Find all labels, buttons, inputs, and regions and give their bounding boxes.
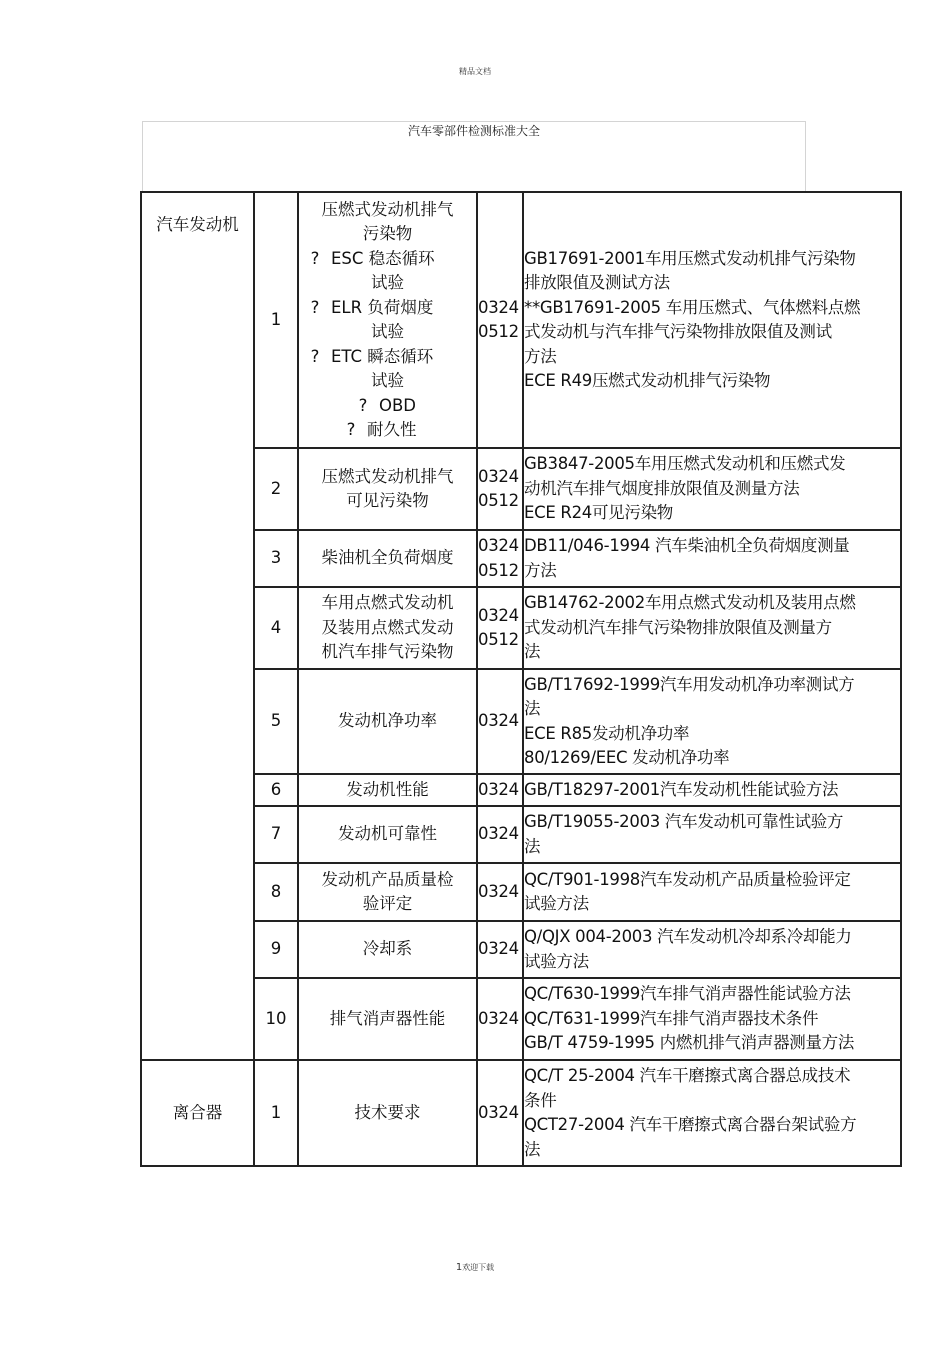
standard-line: 方法 — [524, 346, 557, 366]
code-cell — [477, 669, 523, 774]
item-line: 车用点燃式发动机 — [321, 593, 454, 613]
code-cell — [477, 863, 523, 921]
bullet-mark: ? — [346, 420, 356, 439]
table-row — [141, 192, 901, 448]
standard-cell — [523, 921, 901, 978]
table-row — [141, 669, 901, 774]
item-line: 排气消声器性能 — [329, 1008, 446, 1028]
standard-line: GB14762-2002车用点燃式发动机及装用点燃 — [524, 593, 856, 613]
page-header: 精品文档 — [459, 67, 491, 76]
code: 0512 — [478, 560, 519, 580]
code: 0324 — [478, 1008, 519, 1028]
standard-line: DB11/046-1994 汽车柴油机全负荷烟度测量 — [524, 536, 850, 555]
item-line: 压燃式发动机排气 — [321, 466, 454, 486]
sub-item — [299, 247, 476, 272]
standard-cell — [523, 448, 901, 530]
row-number: 8 — [254, 863, 298, 921]
standards-table — [140, 191, 902, 1167]
table-row — [141, 530, 901, 587]
code-cell — [477, 448, 523, 530]
item-line: 技术要求 — [354, 1102, 421, 1122]
standard-line: GB3847-2005车用压燃式发动机和压燃式发 — [524, 454, 846, 474]
table-row — [141, 921, 901, 978]
item-line: 机汽车排气污染物 — [321, 642, 454, 662]
row-number: 5 — [254, 669, 298, 774]
sub-item — [299, 271, 476, 296]
code: 0324 — [478, 297, 519, 317]
standard-cell — [523, 530, 901, 587]
standard-line: 试验方法 — [524, 951, 589, 971]
standard-line: 式发动机与汽车排气污染物排放限值及测试 — [524, 322, 832, 341]
row-number: 7 — [254, 806, 298, 863]
item-cell — [298, 806, 477, 863]
bullet-mark: ? — [310, 297, 320, 317]
sub-item-text: 试验 — [371, 273, 404, 292]
item-cell — [298, 1060, 477, 1166]
sub-item — [299, 296, 476, 321]
row-number: 1 — [254, 1060, 298, 1166]
sub-item-text: 试验 — [371, 322, 404, 341]
standard-line: ECE R49压燃式发动机排气污染物 — [524, 371, 771, 390]
sub-item-text: ETC 瞬态循环 — [331, 346, 434, 366]
sub-item-text: ELR 负荷烟度 — [331, 297, 434, 317]
code: 0324 — [478, 711, 519, 731]
code: 0512 — [478, 630, 519, 649]
standard-line: ECE R24可见污染物 — [524, 503, 673, 523]
footer-text: 欢迎下载 — [462, 1263, 495, 1272]
standard-line: 法 — [524, 1139, 541, 1159]
item-cell — [298, 587, 477, 669]
system-cell: 离合器 — [141, 1060, 254, 1166]
code-cell — [477, 774, 523, 806]
item-cell — [298, 448, 477, 530]
item-line: 发动机可靠性 — [338, 824, 437, 844]
table-row — [141, 863, 901, 921]
sub-item-text: 试验 — [371, 371, 404, 390]
sub-item — [299, 394, 476, 419]
code: 0324 — [478, 536, 519, 555]
table-row — [141, 448, 901, 530]
system-cell: 汽车发动机 — [141, 192, 254, 1060]
standard-line: **GB17691-2005 车用压燃式、气体燃料点燃 — [524, 297, 861, 317]
item-line: 发动机性能 — [346, 779, 429, 799]
standard-cell — [523, 1060, 901, 1166]
standard-line: QC/T901-1998汽车发动机产品质量检验评定 — [524, 869, 851, 889]
sub-item — [299, 418, 476, 443]
title-box — [142, 121, 806, 191]
standard-cell — [523, 587, 901, 669]
code-cell — [477, 587, 523, 669]
sub-item — [299, 320, 476, 345]
item-line: 可见污染物 — [346, 491, 429, 510]
code-cell — [477, 978, 523, 1060]
standard-cell — [523, 806, 901, 863]
row-number: 2 — [254, 448, 298, 530]
standard-line: QC/T630-1999汽车排气消声器性能试验方法 — [524, 984, 851, 1004]
table-row — [141, 978, 901, 1060]
standard-cell — [523, 978, 901, 1060]
code: 0324 — [478, 939, 519, 959]
item-line: 压燃式发动机排气 — [321, 199, 454, 219]
item-cell — [298, 863, 477, 921]
item-line: 验评定 — [362, 894, 413, 913]
row-number: 9 — [254, 921, 298, 978]
page-footer — [0, 1262, 950, 1273]
sub-item — [299, 369, 476, 394]
page-number: 1 — [455, 1262, 463, 1273]
row-number: 4 — [254, 587, 298, 669]
standard-cell — [523, 192, 901, 448]
bullet-mark: ? — [310, 248, 320, 268]
sub-item-text: OBD — [379, 395, 417, 415]
standard-line: 法 — [524, 836, 541, 856]
bullet-mark: ? — [310, 346, 320, 366]
standard-line: 80/1269/EEC 发动机净功率 — [524, 748, 730, 767]
standard-line: QC/T631-1999汽车排气消声器技术条件 — [524, 1008, 819, 1028]
code-cell — [477, 921, 523, 978]
standard-line: GB/T 4759-1995 内燃机排气消声器测量方法 — [524, 1033, 855, 1053]
item-line: 冷却系 — [362, 939, 413, 959]
code: 0324 — [478, 605, 519, 625]
row-number: 6 — [254, 774, 298, 806]
item-line: 柴油机全负荷烟度 — [321, 548, 454, 568]
item-cell — [298, 530, 477, 587]
standard-line: GB17691-2001车用压燃式发动机排气污染物 — [524, 248, 856, 268]
item-line: 及装用点燃式发动 — [321, 617, 454, 637]
table-row — [141, 774, 901, 806]
code-cell — [477, 192, 523, 448]
standard-line: 法 — [524, 642, 541, 662]
standard-line: Q/QJX 004-2003 汽车发动机冷却系冷却能力 — [524, 927, 852, 946]
item-line: 发动机产品质量检 — [321, 869, 454, 889]
document-title: 汽车零部件检测标准大全 — [407, 124, 540, 138]
code: 0512 — [478, 322, 519, 341]
sub-item — [299, 345, 476, 370]
standard-cell — [523, 774, 901, 806]
code: 0324 — [478, 779, 519, 799]
standard-cell — [523, 863, 901, 921]
code: 0324 — [478, 466, 519, 486]
standard-line: GB/T19055-2003 汽车发动机可靠性试验方 — [524, 812, 844, 831]
standard-line: QCT27-2004 汽车干磨擦式离合器台架试验方 — [524, 1115, 857, 1134]
row-number: 10 — [254, 978, 298, 1060]
standard-line: 式发动机汽车排气污染物排放限值及测量方 — [524, 617, 832, 637]
table-row — [141, 806, 901, 863]
row-number: 3 — [254, 530, 298, 587]
standard-line: QC/T 25-2004 汽车干磨擦式离合器总成技术 — [524, 1066, 851, 1085]
code-cell — [477, 806, 523, 863]
standard-line: 动机汽车排气烟度排放限值及测量方法 — [524, 478, 800, 498]
code: 0324 — [478, 881, 519, 901]
code: 0512 — [478, 491, 519, 510]
standard-line: 方法 — [524, 560, 557, 580]
item-cell — [298, 921, 477, 978]
item-cell — [298, 192, 477, 448]
item-line: 污染物 — [362, 224, 413, 243]
sub-item-text: ESC 稳态循环 — [331, 248, 435, 268]
table-row — [141, 587, 901, 669]
table-row — [141, 1060, 901, 1166]
code-cell — [477, 1060, 523, 1166]
item-cell — [298, 774, 477, 806]
standard-line: 条件 — [524, 1090, 557, 1110]
row-number: 1 — [254, 192, 298, 448]
standard-line: 法 — [524, 699, 541, 718]
code-cell — [477, 530, 523, 587]
sub-item-text: 耐久性 — [367, 420, 417, 439]
item-line: 发动机净功率 — [338, 711, 437, 731]
standard-cell — [523, 669, 901, 774]
code: 0324 — [478, 824, 519, 844]
code: 0324 — [478, 1102, 519, 1122]
bullet-mark: ? — [358, 395, 368, 415]
standard-line: 试验方法 — [524, 894, 589, 913]
standard-line: GB/T17692-1999汽车用发动机净功率测试方 — [524, 674, 855, 694]
item-cell — [298, 978, 477, 1060]
standard-line: ECE R85发动机净功率 — [524, 723, 690, 743]
standard-line: 排放限值及测试方法 — [524, 273, 670, 292]
item-cell — [298, 669, 477, 774]
standard-line: GB/T18297-2001汽车发动机性能试验方法 — [524, 779, 839, 799]
